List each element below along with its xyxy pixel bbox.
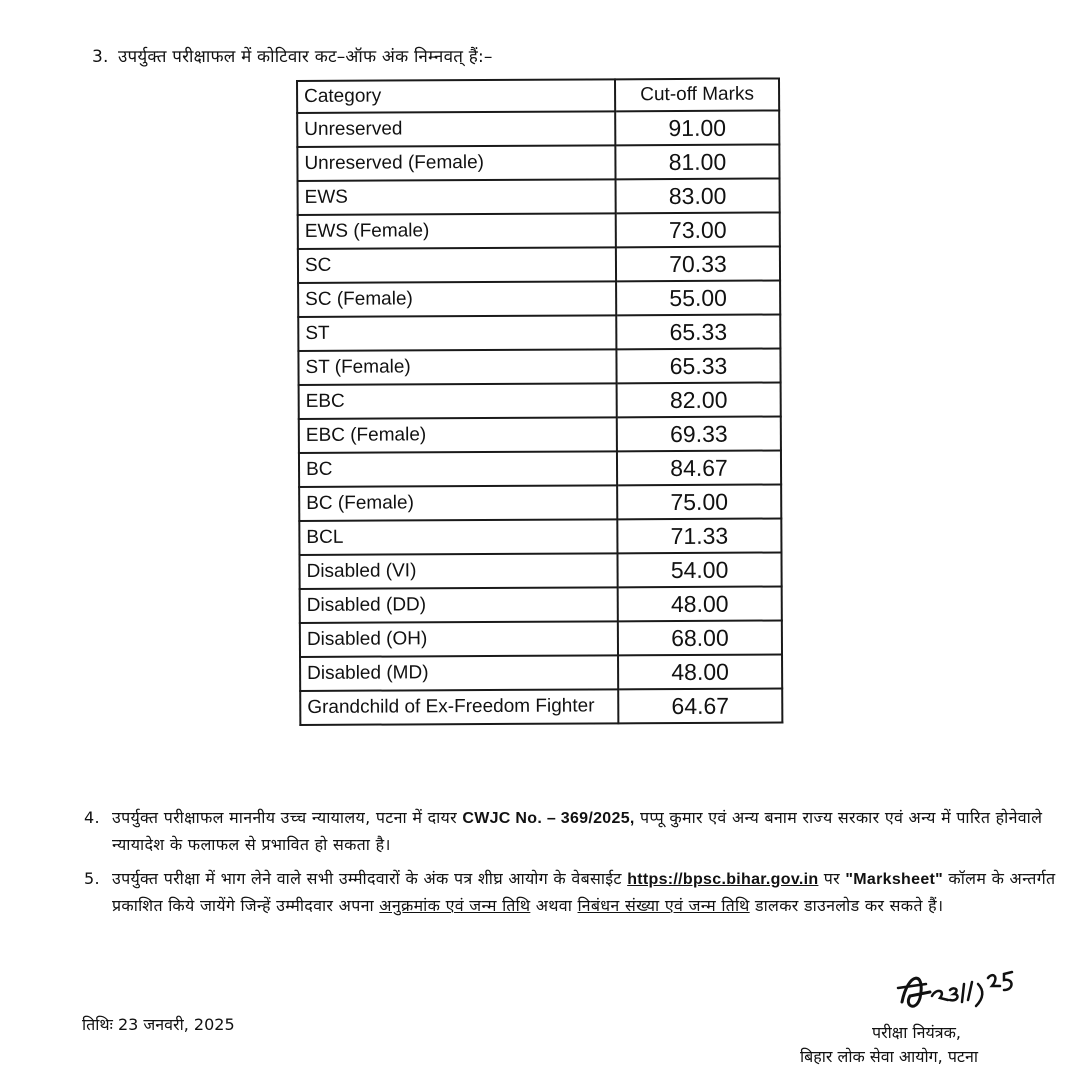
table-row: [299, 416, 781, 453]
category-cell: Grandchild of Ex-Freedom Fighter: [300, 689, 618, 725]
issue-date: तिथिः 23 जनवरी, 2025: [82, 1015, 235, 1034]
category-cell: EBC: [299, 383, 617, 419]
marks-cell: 48.00: [618, 586, 782, 621]
marks-cell: 48.00: [618, 654, 782, 689]
marks-cell: 68.00: [618, 620, 782, 655]
table-row: [298, 280, 780, 317]
marks-cell: 70.33: [616, 246, 780, 281]
section-number: 5.: [84, 869, 100, 888]
section-3-text: उपर्युक्त परीक्षाफल में कोटिवार कट–ऑफ अंक निम्नवत् हैं:–: [118, 47, 493, 67]
header-category: Category: [297, 79, 615, 113]
category-cell: Disabled (OH): [300, 621, 618, 657]
section-number: 3.: [92, 47, 109, 67]
marks-cell: 73.00: [616, 212, 780, 247]
signatory-organization: बिहार लोक सेवा आयोग, पटना: [800, 1047, 978, 1066]
table-row: [298, 314, 780, 351]
table-row: [299, 484, 781, 521]
marks-cell: 91.00: [615, 110, 779, 145]
category-cell: SC: [298, 247, 616, 283]
table-row: [298, 348, 780, 385]
category-cell: Disabled (MD): [300, 655, 618, 691]
table-row: [297, 110, 779, 147]
category-cell: EBC (Female): [299, 417, 617, 453]
marks-cell: 65.33: [616, 314, 780, 349]
marks-cell: 65.33: [616, 348, 780, 383]
table-row: [300, 620, 782, 657]
section-4-text-after: पप्पू कुमार एवं अन्य बनाम राज्य सरकार एवं अन्य में पारित होनेवाले न्यायादेश के फलाफल से प्रभावित हो सकता है।: [112, 808, 1043, 854]
category-cell: Disabled (VI): [299, 553, 617, 589]
marks-cell: 54.00: [617, 552, 781, 587]
marks-cell: 81.00: [615, 144, 779, 179]
section-4-paragraph: [84, 805, 1080, 858]
section-3-heading: [92, 44, 493, 67]
category-cell: ST: [298, 315, 616, 351]
section-5-text-3: कॉलम के अन्तर्गत प्रकाशित किये जायेंगे जिन्हें उम्मीदवार अपना: [112, 869, 1056, 915]
registration-number-dob-text: निबंधन संख्या एवं जन्म तिथि: [577, 896, 750, 915]
table-row: [300, 688, 782, 725]
category-cell: Unreserved: [297, 111, 615, 147]
category-cell: EWS: [298, 179, 616, 215]
category-cell: BC: [299, 451, 617, 487]
marks-cell: 71.33: [617, 518, 781, 553]
table-row: [300, 654, 782, 691]
table-row: [297, 144, 779, 181]
category-cell: SC (Female): [298, 281, 616, 317]
section-5-text-4: अथवा: [530, 896, 578, 915]
signatory-title: परीक्षा नियंत्रक,: [872, 1023, 961, 1042]
category-cell: BCL: [299, 519, 617, 555]
category-cell: BC (Female): [299, 485, 617, 521]
marks-cell: 69.33: [617, 416, 781, 451]
section-5-paragraph: [84, 866, 1080, 919]
category-cell: ST (Female): [298, 349, 616, 385]
marks-cell: 64.67: [618, 688, 782, 723]
marksheet-label: "Marksheet": [845, 871, 944, 888]
case-number: CWJC No. – 369/2025,: [462, 810, 635, 827]
section-5-text-2: पर: [818, 869, 846, 888]
header-cutoff-marks: Cut-off Marks: [615, 78, 779, 111]
roll-number-dob-text: अनुक्रमांक एवं जन्म तिथि: [379, 896, 531, 915]
section-5-text-5: डालकर डाउनलोड कर सकते हैं।: [749, 896, 944, 915]
marks-cell: 83.00: [616, 178, 780, 213]
category-cell: EWS (Female): [298, 213, 616, 249]
table-row: [299, 382, 781, 419]
section-5-text-1: उपर्युक्त परीक्षा में भाग लेने वाले सभी उम्मीदवारों के अंक पत्र शीघ्र आयोग के वेबसाईट: [112, 869, 628, 888]
table-row: [299, 518, 781, 555]
marks-cell: 84.67: [617, 450, 781, 485]
section-4-text-before: उपर्युक्त परीक्षाफल माननीय उच्च न्यायालय, पटना में दायर: [112, 808, 463, 827]
table-row: [299, 450, 781, 487]
category-cell: Unreserved (Female): [297, 145, 615, 181]
category-cell: Disabled (DD): [300, 587, 618, 623]
handwritten-signature: [896, 962, 1026, 1022]
section-number: 4.: [84, 808, 100, 827]
table-row: [298, 212, 780, 249]
table-header-row: [297, 78, 779, 113]
table-row: [298, 178, 780, 215]
marks-cell: 55.00: [616, 280, 780, 315]
website-link[interactable]: https://bpsc.bihar.gov.in: [627, 871, 819, 888]
marks-cell: 75.00: [617, 484, 781, 519]
cutoff-marks-table: [296, 77, 783, 726]
table-row: [300, 586, 782, 623]
table-row: [298, 246, 780, 283]
marks-cell: 82.00: [617, 382, 781, 417]
table-row: [299, 552, 781, 589]
